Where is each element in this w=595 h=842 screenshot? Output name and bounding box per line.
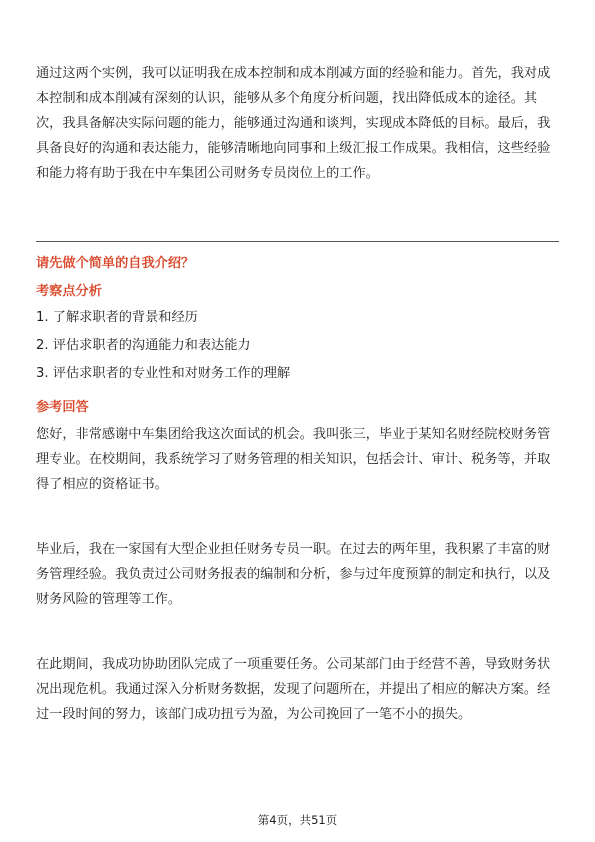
section-divider — [36, 241, 559, 242]
answer-heading: 参考回答 — [36, 400, 89, 415]
answer-paragraph: 您好，非常感谢中车集团给我这次面试的机会。我叫张三，毕业于某知名财经院校财务管理专业。在校期间，我系统学习了财务管理的相关知识，包括会计、审计、税务等，并取得了相应的资格证书。 — [36, 427, 551, 492]
analysis-heading: 考察点分析 — [36, 284, 102, 299]
question-heading: 请先做个简单的自我介绍？ — [36, 256, 195, 271]
answer-paragraph: 毕业后，我在一家国有大型企业担任财务专员一职。在过去的两年里，我积累了丰富的财务管理经验。我负责过公司财务报表的编制和分析，参与过年度预算的制定和执行，以及财务风险的管理等工作。 — [36, 542, 551, 607]
answer-paragraph: 在此期间，我成功协助团队完成了一项重要任务。公司某部门由于经营不善，导致财务状况出现危机。我通过深入分析财务数据，发现了问题所在，并提出了相应的解决方案。经过一段时间的努力，该部门成功扭亏为盈，为公司挽回了一笔不小的损失。 — [36, 657, 551, 722]
analysis-item: 3. 评估求职者的专业性和对财务工作的理解 — [36, 366, 291, 381]
analysis-item: 1. 了解求职者的背景和经历 — [36, 310, 198, 325]
page-number: 第4页，共51页 — [257, 813, 338, 827]
intro-paragraph: 通过这两个实例，我可以证明我在成本控制和成本削减方面的经验和能力。首先，我对成本控制和成本削减有深刻的认识，能够从多个角度分析问题，找出降低成本的途径。其次，我具备解决实际问题的能力，能够通过沟通和谈判，实现成本降低的目标。最后，我具备良好的沟通和表达能力，能够清晰地向同事和上级汇报工作成果。我相信，这些经验和能力将有助于我在中车集团公司财务专员岗位上的工作。 — [36, 66, 551, 181]
analysis-item: 2. 评估求职者的沟通能力和表达能力 — [36, 338, 251, 353]
